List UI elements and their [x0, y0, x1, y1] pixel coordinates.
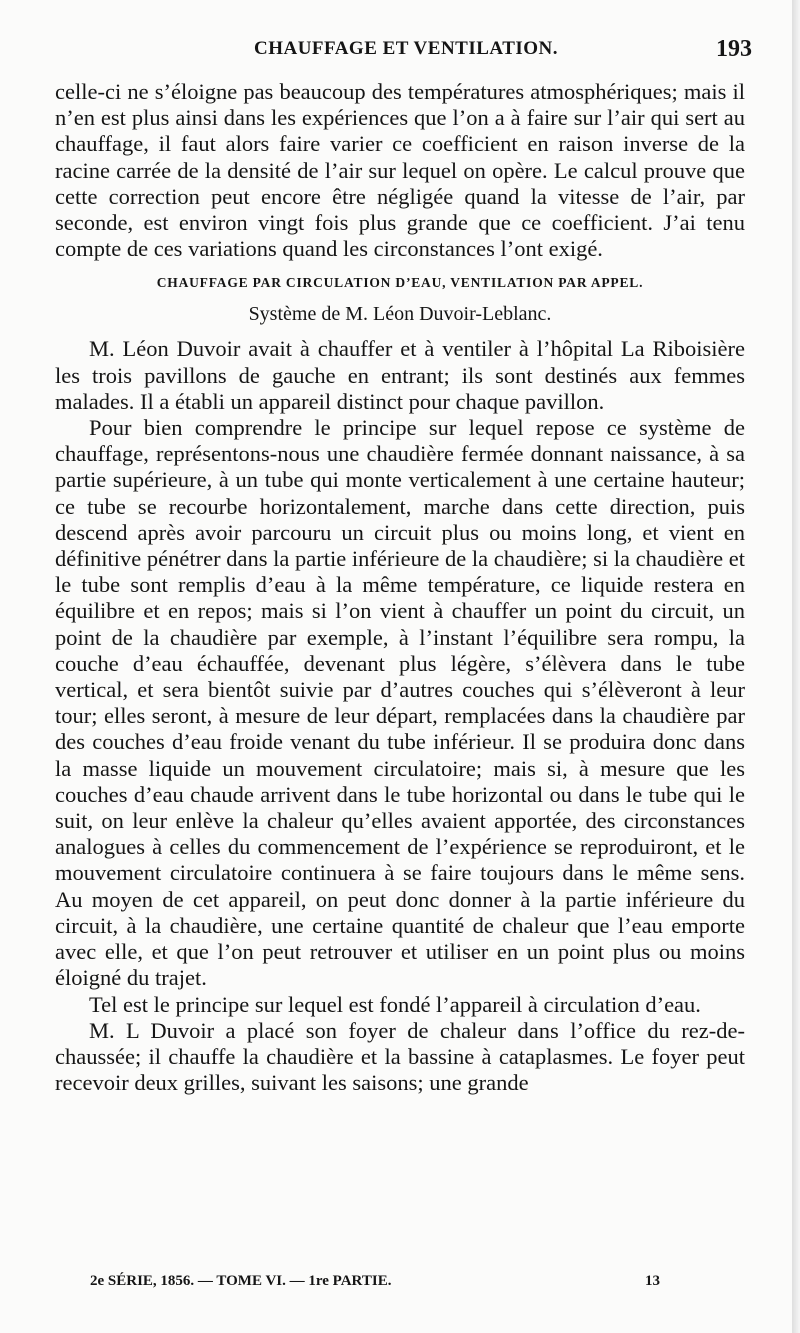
running-title: CHAUFFAGE ET VENTILATION.	[253, 38, 559, 59]
paragraph-principle: Pour bien comprendre le principe sur lequel repose ce système de chauffage, représentons-nous une chaudière fermée donnant naissance, à sa partie supérieure, à un tube qui monte verticalement à une certaine hauteur; ce tube se recourbe horizontalement, marche dans cette direction, puis descend après avoir parcouru un circuit plus ou moins long, et vient en définitive pénétrer dans la partie inférieure de la chaudière; si la chaudière et le tube sont remplis d’eau à la même température, ce liquide restera en équilibre et en repos; mais si l’on vient à chauffer un point du circuit, un point de la chaudière par exemple, à l’instant l’équilibre sera rompu, la couche d’eau échauffée, devenant plus légère, s’élèvera dans le tube vertical, et sera bientôt suivie par d’autres couches qui s’élèveront à leur tour; elles seront, à mesure de leur départ, remplacées dans la chaudière par des couches d’eau froide venant du tube inférieur. Il se produira donc dans la masse liquide un mouvement circulatoire; mais si, à mesure que les couches d’eau chaude arrivent dans le tube horizontal ou dans le tube qui le suit, on leur enlève la chaleur qu’elles avaient apportée, des circonstances analogues à celles du commencement de l’expérience se reproduiront, et le mouvement circulatoire continuera à se faire toujours dans le même sens. Au moyen de cet appareil, on peut donc donner à la partie inférieure du circuit, à la chaudière, une certaine quantité de chaleur que l’eau emporte avec elle, et que l’on peut retrouver et utiliser en un point plus ou moins éloigné du trajet.	[55, 415, 745, 991]
page-number: 193	[716, 36, 752, 62]
paragraph-foyer: M. L Duvoir a placé son foyer de chaleur dans l’office du rez-de-chaussée; il chauffe la chaudière et la bassine à cataplasmes. Le foyer peut recevoir deux grilles, suivant les saisons; une grande	[55, 1017, 745, 1096]
page-header	[56, 38, 756, 72]
system-subheading: Système de M. Léon Duvoir-Leblanc.	[248, 303, 552, 326]
page-edge-shadow	[792, 0, 800, 1333]
sheet-number: 13	[645, 1273, 660, 1289]
page-body	[55, 79, 745, 1096]
paragraph-summary: Tel est le principe sur lequel est fondé l’appareil à circulation d’eau.	[89, 991, 701, 1017]
paragraph-hospital: M. Léon Duvoir avait à chauffer et à ventiler à l’hôpital La Riboisière les trois pavillons de gauche en entrant; ils sont destinés aux femmes malades. Il a établi un appareil distinct pour chaque pavillon.	[55, 336, 745, 414]
page-footer	[90, 1273, 710, 1297]
section-heading: CHAUFFAGE PAR CIRCULATION D’EAU, VENTILATION PAR APPEL.	[156, 275, 644, 291]
series-info: 2e SÉRIE, 1856. — TOME VI. — 1re PARTIE.	[90, 1273, 392, 1289]
paragraph-continuation: celle-ci ne s’éloigne pas beaucoup des températures atmosphériques; mais il n’en est plus ainsi dans les expériences que l’on a à faire sur l’air qui sert au chauffage, il faut alors faire varier ce coefficient en raison inverse de la racine carrée de la densité de l’air sur lequel on opère. Le calcul prouve que cette correction peut encore être négligée quand la vitesse de l’air, par seconde, est environ vingt fois plus grande que ce coefficient. J’ai tenu compte de ces variations quand les circonstances l’ont exigé.	[55, 79, 745, 262]
